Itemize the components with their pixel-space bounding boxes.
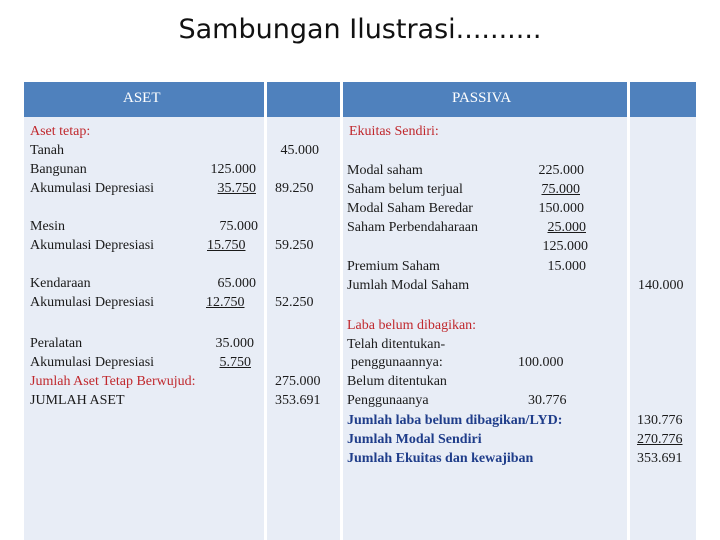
- kendaraan-dep-label: Akumulasi Depresiasi: [30, 295, 155, 310]
- ekuitas-heading: Ekuitas Sendiri:: [349, 124, 439, 139]
- mesin-label: Mesin: [30, 219, 65, 234]
- premium-saham-label: Premium Saham: [347, 259, 440, 274]
- telah-ditentukan-label: Telah ditentukan-: [347, 337, 446, 352]
- premium-saham-value: 15.000: [547, 259, 586, 274]
- peralatan-dep-label: Akumulasi Depresiasi: [30, 355, 155, 370]
- aset-tetap-heading: Aset tetap:: [30, 124, 91, 139]
- laba-heading: Laba belum dibagikan:: [347, 318, 477, 333]
- jumlah-ekuitas-label: Jumlah Ekuitas dan kewajiban: [347, 451, 534, 466]
- peralatan-dep-value: 5.750: [219, 355, 251, 370]
- mesin-dep-label: Akumulasi Depresiasi: [30, 238, 155, 253]
- header-band-passiva-total: [630, 82, 696, 117]
- modal-saham-label: Modal saham: [347, 163, 423, 178]
- passiva-total-column: [630, 117, 696, 540]
- jumlah-laba-label: Jumlah laba belum dibagikan/LYD:: [347, 413, 563, 428]
- bangunan-dep-value: 35.750: [217, 181, 256, 196]
- penggunaannya-label: penggunaannya:: [351, 355, 443, 370]
- passiva-header: PASSIVA: [452, 90, 512, 106]
- bangunan-total: 89.250: [275, 181, 314, 196]
- mesin-value: 75.000: [219, 219, 258, 234]
- kendaraan-total: 52.250: [275, 295, 314, 310]
- jumlah-modal-sendiri-label: Jumlah Modal Sendiri: [347, 432, 482, 447]
- jumlah-modal-sendiri-total: 270.776: [637, 432, 683, 447]
- jumlah-aset-tetap-total: 275.000: [275, 374, 321, 389]
- header-band-aset-total: [267, 82, 340, 117]
- kendaraan-value: 65.000: [217, 276, 256, 291]
- aset-header: ASET: [123, 90, 161, 106]
- modal-saham-beredar-value: 150.000: [538, 201, 584, 216]
- mesin-dep-value: 15.750: [207, 238, 246, 253]
- saham-belum-terjual-label: Saham belum terjual: [347, 182, 463, 197]
- penggunaannya-value: 100.000: [518, 355, 564, 370]
- modal-subtotal-value: 125.000: [542, 239, 588, 254]
- penggunaanya-value: 30.776: [528, 393, 567, 408]
- jumlah-modal-saham-total: 140.000: [638, 278, 684, 293]
- slide-title: Sambungan Ilustrasi..........: [178, 14, 542, 45]
- saham-perbendaharaan-label: Saham Perbendaharaan: [347, 220, 478, 235]
- kendaraan-label: Kendaraan: [30, 276, 91, 291]
- modal-saham-value: 225.000: [538, 163, 584, 178]
- peralatan-label: Peralatan: [30, 336, 83, 351]
- tanah-label: Tanah: [30, 143, 65, 158]
- saham-belum-terjual-value: 75.000: [541, 182, 580, 197]
- jumlah-modal-saham-label: Jumlah Modal Saham: [347, 278, 470, 293]
- jumlah-ekuitas-total: 353.691: [637, 451, 683, 466]
- jumlah-aset-label: JUMLAH ASET: [30, 393, 125, 408]
- belum-ditentukan-label: Belum ditentukan: [347, 374, 447, 389]
- kendaraan-dep-value: 12.750: [206, 295, 245, 310]
- tanah-total: 45.000: [280, 143, 319, 158]
- jumlah-aset-tetap-label: Jumlah Aset Tetap Berwujud:: [30, 374, 196, 389]
- jumlah-laba-total: 130.776: [637, 413, 683, 428]
- modal-saham-beredar-label: Modal Saham Beredar: [347, 201, 473, 216]
- bangunan-value: 125.000: [210, 162, 256, 177]
- jumlah-aset-total: 353.691: [275, 393, 321, 408]
- mesin-total: 59.250: [275, 238, 314, 253]
- peralatan-value: 35.000: [215, 336, 254, 351]
- bangunan-dep-label: Akumulasi Depresiasi: [30, 181, 155, 196]
- penggunaanya-label: Penggunaanya: [347, 393, 429, 408]
- bangunan-label: Bangunan: [30, 162, 87, 177]
- saham-perbendaharaan-value: 25.000: [547, 220, 586, 235]
